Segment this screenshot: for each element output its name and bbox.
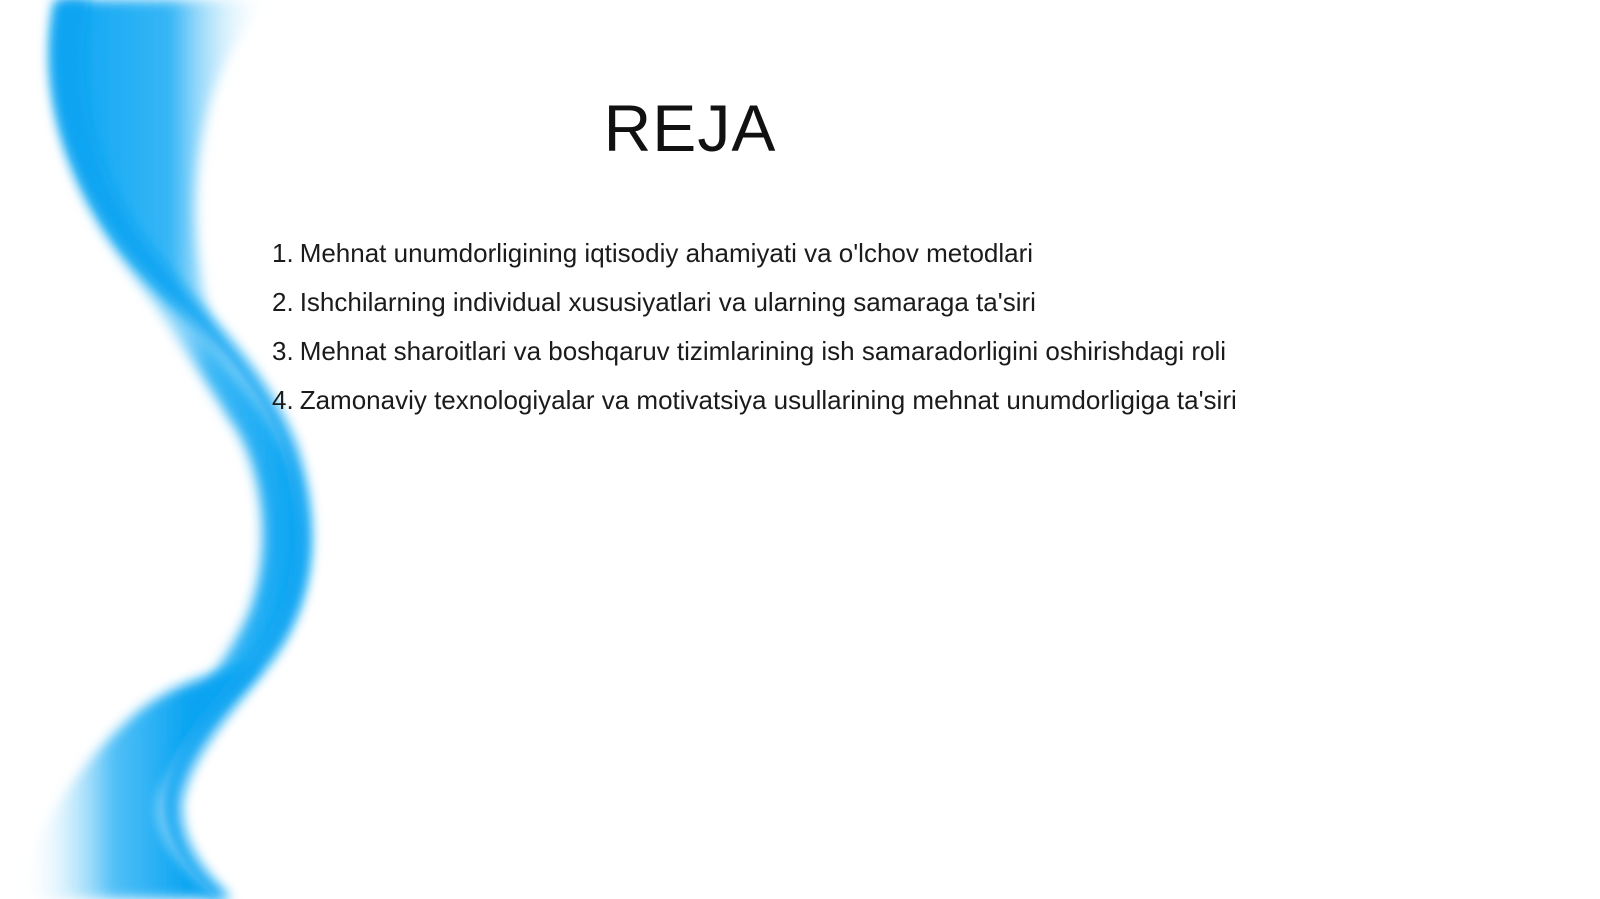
- plan-item-text: Mehnat unumdorligining iqtisodiy ahamiyati va o'lchov metodlari: [299, 238, 1034, 268]
- plan-item-1: [272, 238, 1392, 287]
- plan-item-4: [272, 385, 1392, 434]
- plan-item-number: 4.: [272, 385, 294, 415]
- plan-item-text: Mehnat sharoitlari va boshqaruv tizimlarining ish samaradorligini oshirishdagi roli: [299, 336, 1227, 366]
- plan-item-text: Zamonaviy texnologiyalar va motivatsiya usullarining mehnat unumdorligiga ta'siri: [299, 385, 1237, 415]
- plan-item-number: 3.: [272, 336, 294, 366]
- plan-item-text: Ishchilarning individual xususiyatlari va ularning samaraga ta'siri: [299, 287, 1036, 317]
- plan-item-number: 1.: [272, 238, 294, 268]
- slide-title: REJA: [603, 91, 777, 165]
- plan-list: [272, 238, 1392, 434]
- plan-item-2: [272, 287, 1392, 336]
- plan-item-number: 2.: [272, 287, 294, 317]
- plan-item-3: [272, 336, 1392, 385]
